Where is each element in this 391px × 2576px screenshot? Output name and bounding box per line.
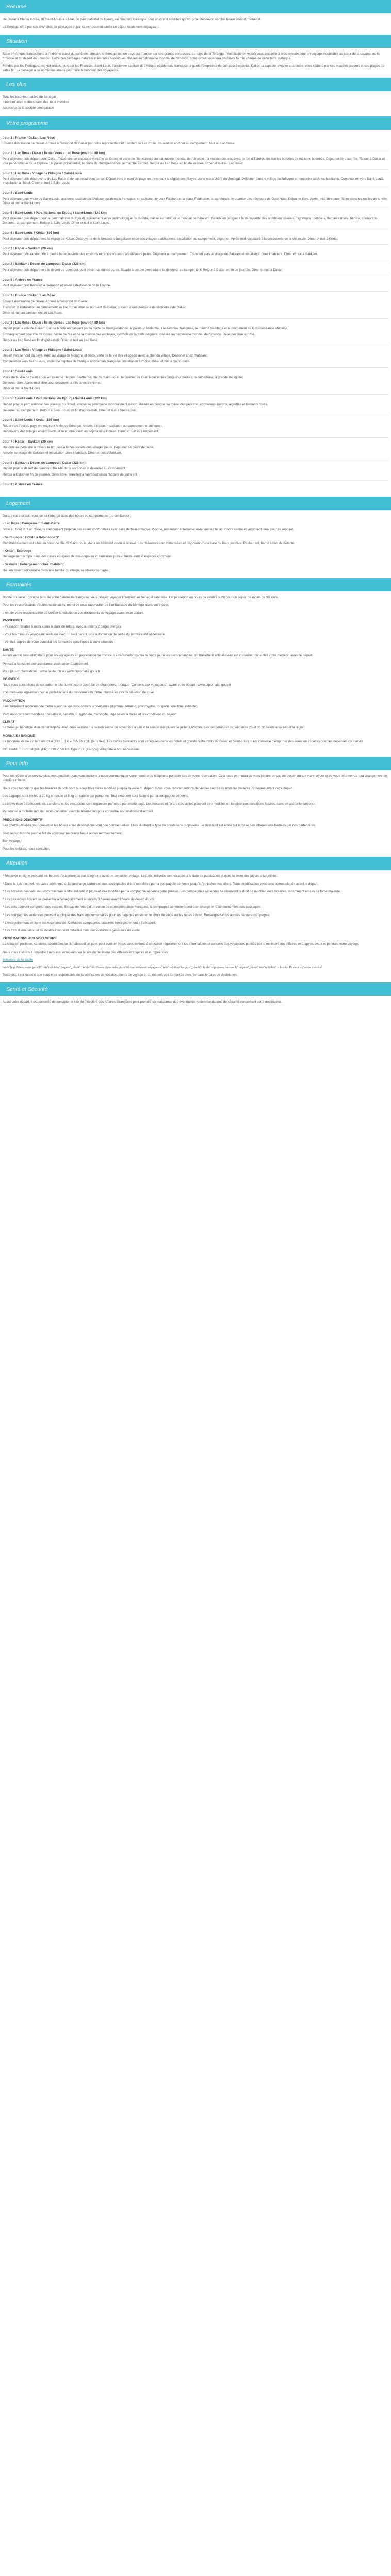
section-title-infos: Pour info xyxy=(6,760,28,767)
programme-day-body xyxy=(3,251,388,260)
programme-day-body xyxy=(3,487,388,492)
programme-day-title: Jour 9 : Arrivée en France xyxy=(3,482,43,486)
section-banner-resume xyxy=(0,0,391,13)
situation-paragraph: Situé en Afrique francophone à l'extrême ouest du continent africain, le Sénégal est un pays qui marque par ses grands contrastes. Le pays de la Teranga (l'hospitalité en wolof) vous accueille à bras ouverts pour un voyage inoubliable au cœur de la savane, de la brousse et du désert du Lompoul. Entre ces paysages naturels et les sites historiques classés au patrimoine mondial de l'Unesco, notre circuit vous fera découvrir tout le charme de cette terre d'Afrique. xyxy=(3,52,380,60)
subsection-title: CLIMAT xyxy=(3,720,15,724)
attention-info-paragraph: La situation politique, sanitaire, sécuritaire ou climatique d'un pays peut évoluer. Nous vous invitons à consulter régulièrement les informations et conseils aux voyageurs publiés par le ministère des Affaires étrangères avant et pendant votre voyage. xyxy=(3,942,359,946)
programme-day-paragraph: Départ pour le parc national des oiseaux du Djoudj, classé au patrimoine mondial de l'Unesco. Balade en pirogue au milieu des pélicans, cormorans, hérons, aigrettes et flamants roses. xyxy=(3,402,268,406)
programme-day-body xyxy=(3,156,388,168)
programme-day-body xyxy=(3,352,388,367)
programme-day-paragraph: Découverte des villages environnants et rencontre avec les populations locales. Dîner et nuit au campement. xyxy=(3,430,159,434)
programme-day-body xyxy=(3,465,388,480)
infos-paragraph: Pour bénéficier d'un service plus personnalisé, nous vous invitons à nous communiquer votre numéro de téléphone portable lors de votre réservation. Cela nous permettra de vous joindre en cas de besoin durant votre séjour et de vous informer de tout changement de dernière minute. xyxy=(3,774,387,783)
programme-day-paragraph: Visite de la ville de Saint-Louis en calèche : le pont Faidherbe, l'île de Saint-Louis, le quartier de Guet Ndar et ses pirogues colorées, la cathédrale, la grande mosquée. xyxy=(3,375,243,379)
logement-label: - Saint-Louis : Hôtel La Résidence 3* xyxy=(3,535,59,539)
programme-day xyxy=(3,134,388,149)
programme-day-title: Jour 5 : Saint-Louis / Parc National du Djoudj / Saint-Louis (120 km) xyxy=(3,211,107,215)
subsection-paragraph: - Vérifiez auprès de votre consulat les formalités spécifiques à votre situation. xyxy=(3,640,114,645)
programme-day-title: Jour 9 : Arrivée en France xyxy=(3,278,43,282)
situation-paragraph: Fondée par les Portugais, les Hollandais, puis par les Français, Saint-Louis, l'ancienne capitale de l'Afrique occidentale française, a gardé l'empreinte de son passé colonial. Dakar, la capitale, vivante et animée, vous séduira par ses marchés colorés et ses plages de sable fin. Le Sénégal a de nombreux atouts pour faire le bonheur des voyageurs. xyxy=(3,64,385,73)
programme-day xyxy=(3,480,388,492)
programme-day-title: Jour 6 : Saint-Louis / Kédar (195 km) xyxy=(3,231,59,235)
resume-section xyxy=(0,13,391,35)
programme-day-paragraph: Continuation vers Saint-Louis, ancienne capitale de l'Afrique occidentale française. Installation à l'hôtel. Dîner et nuit à Saint-Louis. xyxy=(3,360,190,364)
attention-paragraph: * Les vols peuvent comporter des escales. En cas de retard d'un vol ou de correspondance manquée, la compagnie aérienne prendra en charge le réacheminement des passagers. xyxy=(3,905,262,909)
programme-day-body xyxy=(3,215,388,228)
programme-day xyxy=(3,346,388,367)
programme-day xyxy=(3,169,388,189)
infos-paragraph: Les bagages sont limités à 20 kg en soute et 5 kg en cabine par personne. Tout excédent sera facturé par la compagnie aérienne. xyxy=(3,794,189,798)
programme-day-paragraph: Départ pour la ville de Dakar. Tour de la ville en passant par la place de l'Indépendance, le palais Présidentiel, l'Assemblée Nationale, le marché Sandaga et le monument de la Renaissance africaine. xyxy=(3,327,288,331)
programme-day-paragraph: Départ pour le désert de Lompoul. Balade dans les dunes et déjeuner au campement. xyxy=(3,467,126,471)
plus-item: Approche de la société sénégalaise xyxy=(3,106,54,110)
programme-day-paragraph: Retour au Lac Rose en fin d'après-midi. Dîner et nuit au Lac Rose. xyxy=(3,338,99,342)
subsection-paragraph: Inscrivez-vous également sur le portail Ariane du ministère afin d'être informé en cas de situation de crise. xyxy=(3,691,155,695)
attention-paragraph: * Les frais d'annulation et de modification sont détaillés dans nos conditions générales de vente. xyxy=(3,928,141,933)
programme-day-paragraph: Petit déjeuner puis randonnée à pied à la découverte des environs et rencontre avec les éleveurs peuls. Déjeuner au campement. Transfert vers le village de Sakkam et installation chez l'habitant. Dîner et nuit à Sakkam. xyxy=(3,252,318,257)
plus-section xyxy=(0,91,391,116)
programme-day-title: Jour 6 : Saint-Louis / Kédar (195 km) xyxy=(3,418,59,422)
programme-day-body xyxy=(3,444,388,459)
attention-paragraph: * Les passagers doivent se présenter à l'enregistrement au moins 3 heures avant l'heure de départ du vol. xyxy=(3,897,155,902)
subsection-paragraph: Le Sénégal bénéficie d'un climat tropical avec deux saisons : la saison sèche de novembre à juin et la saison des pluies de juillet à octobre. Les températures varient entre 25 et 35 °C selon la saison et la région. xyxy=(3,726,306,730)
health-ministry-link[interactable]: Ministère de la Santé xyxy=(3,958,34,962)
programme-day-body xyxy=(3,140,388,149)
programme-day-paragraph: Déjeuner au campement. Retour à Saint-Louis en fin d'après-midi. Dîner et nuit à Saint-Louis. xyxy=(3,408,137,412)
subsection-paragraph: COURANT ÉLECTRIQUE (FR) : 230 V, 50 Hz. Type C, E (Europe). Adaptateur non nécessaire. xyxy=(3,748,140,752)
section-title-programme: Votre programme xyxy=(6,120,48,126)
programme-day-body xyxy=(3,401,388,416)
situation-section xyxy=(0,48,391,78)
attention-paragraph: * Réserver en ligne pendant les heures d'ouverture ou par téléphone avec un conseiller voyage. Les prix indiqués sont valables à la date de publication et dans la limite des places disponibles. xyxy=(3,874,278,878)
programme-day-title: Jour 7 : Kédar – Sakkam (20 km) xyxy=(3,247,53,251)
attention-paragraph: * Les horaires des vols sont communiqués à titre indicatif et peuvent être modifiés par la compagnie aérienne sans préavis. Les compagnies aériennes se réservent le droit de modifier leurs horaires, notamment en cas de force majeure. xyxy=(3,889,341,893)
attention-subhead: INFORMATIONS AUX VOYAGEURS xyxy=(3,937,57,941)
formalites-section xyxy=(0,591,391,757)
section-banner-formalites xyxy=(0,578,391,591)
logement-section xyxy=(0,510,391,578)
programme-day xyxy=(3,189,388,209)
programme-day-title: Jour 2 : France / Dakar / Lac Rose xyxy=(3,294,55,298)
formalites-paragraph: Bonne nouvelle : Compte tenu de votre nationalité française, vous pouvez voyager librement au Sénégal sans visa. Un passeport en cours de validité suffit pour un séjour de moins de 90 jours. xyxy=(3,595,279,599)
subsection-title: SANTÉ xyxy=(3,648,14,652)
programme-day xyxy=(3,416,388,437)
subsection-paragraph: Aucun vaccin n'est obligatoire pour les voyageurs en provenance de France. La vaccination contre la fièvre jaune est recommandée. Un traitement antipaludéen est conseillé : consultez votre médecin avant le départ. xyxy=(3,654,313,658)
programme-day-paragraph: Petit déjeuner puis découverte du Lac Rose et de ses récolteurs de sel. Départ vers le nord du pays en traversant la région des Niayes, zone maraîchère du Sénégal. Déjeuner dans le village de Ndiagne et rencontre avec les habitants. Continuation vers Saint-Louis. Installation à l'hôtel. Dîner et nuit à Saint-Louis. xyxy=(3,177,384,185)
programme-day xyxy=(3,394,388,416)
programme-day-title: Jour 3 : Lac Rose / Village de Ndiagne / Saint-Louis xyxy=(3,348,82,352)
programme-day-title: Jour 8 : Sakkam / Désert de Lompoul / Dakar (228 km) xyxy=(3,262,86,266)
programme-day-paragraph: Petit déjeuner puis départ pour Dakar. Traversée en chaloupe vers l'île de Gorée et visite de l'île, classée au patrimoine mondial de l'Unesco : la maison des esclaves, le fort d'Estrées, les ruelles bordées de maisons colorées. Déjeuner libre sur l'île. Retour à Dakar et tour panoramique de la capitale : le palais présidentiel, la place de l'Indépendance, le marché Kermel. Retour au Lac Rose en fin de journée. Dîner et nuit au Lac Rose. xyxy=(3,157,385,165)
programme-day xyxy=(3,149,388,169)
section-title-formalites: Formalités xyxy=(6,581,32,588)
programme-day-body xyxy=(3,422,388,437)
formalites-paragraph: Il est de votre responsabilité de vérifier la validité de vos documents de voyage avant votre départ. xyxy=(3,611,144,615)
programme-day-paragraph: Petit déjeuner puis départ pour le parc national du Djoudj, troisième réserve ornithologique du monde, classé au patrimoine mondial de l'Unesco. Balade en pirogue à la découverte des nombreux oiseaux migrateurs : pélicans, flamants roses, hérons, cormorans. Déjeuner au campement. Retour à Saint-Louis. Dîner et nuit à Saint-Louis. xyxy=(3,217,378,225)
programme-day-body xyxy=(3,282,388,291)
attention-paragraph: * L'enregistrement en ligne est recommandé. Certaines compagnies facturent l'enregistrement à l'aéroport. xyxy=(3,921,156,925)
programme-day xyxy=(3,260,388,275)
attention-paragraph: * Les compagnies aériennes peuvent appliquer des frais supplémentaires pour les bagages en soute, le choix du siège ou les repas à bord. Renseignez-vous auprès de votre compagnie. xyxy=(3,913,270,917)
programme-day-body xyxy=(3,374,388,395)
programme-day-paragraph: Dîner et nuit au campement au Lac Rose. xyxy=(3,311,63,315)
programme-day-title: Jour 3 : Lac Rose / Village de Ndiagne / Saint-Louis xyxy=(3,171,82,175)
section-title-attention: Attention xyxy=(6,860,28,867)
subsection-paragraph: Pour les enfants, nous consulter. xyxy=(3,847,50,851)
logement-label: - Kédar : Écolodge xyxy=(3,549,31,553)
attention-section xyxy=(0,870,391,983)
sante-text: Avant votre départ, il est conseillé de consulter le site du ministère des Affaires étrangères pour prendre connaissance des éventuelles recommandations de sécurité concernant votre destination. xyxy=(3,1000,282,1004)
logement-label: - Sakkam : Hébergement chez l'habitant xyxy=(3,563,64,567)
programme-day-paragraph: Petit déjeuner puis visite de Saint-Louis, ancienne capitale de l'Afrique occidentale française, en calèche : le pont Faidherbe, la place Faidherbe, la cathédrale, le quartier des pêcheurs de Guet Ndar. Déjeuner libre. Après-midi libre pour flâner dans les ruelles de la ville. Dîner et nuit à Saint-Louis. xyxy=(3,197,388,205)
infos-paragraph: Personnes à mobilité réduite : nous consulter avant la réservation pour connaître les conditions d'accueil. xyxy=(3,810,154,814)
sante-section xyxy=(0,996,391,1009)
programme-day-paragraph: Petit déjeuner puis départ vers la région de Kédar. Découverte de la brousse sénégalaise et de ses villages traditionnels. Installation au campement, déjeuner. Après-midi consacré à la découverte de la vie locale. Dîner et nuit à Kédar. xyxy=(3,236,339,241)
formalites-subsections xyxy=(3,619,388,752)
programme-day-title: Jour 2 : Lac Rose / Dakar / Île de Gorée / Lac Rose (environ 80 km) xyxy=(3,321,105,325)
logement-intro: Durant votre circuit, vous serez hébergé dans des hôtels ou campements (ou similaires) : xyxy=(3,514,131,518)
subsection-paragraph: Nous vous conseillons de consulter le site du ministère des Affaires étrangères, rubrique "Conseils aux voyageurs", avant votre départ : www.diplomatie.gouv.fr xyxy=(3,683,231,687)
programme-day xyxy=(3,367,388,395)
plus-item: Tous les incontournables du Sénégal xyxy=(3,95,56,99)
attention-closing: Toutefois, il est rappelé que vous êtes responsable de la vérification de vos documents de voyage et du respect des formalités d'entrée dans le pays de destination. xyxy=(3,973,238,977)
section-title-situation: Situation xyxy=(6,38,27,45)
programme-day-body xyxy=(3,176,388,189)
subsection-title: MONNAIE / BANQUE xyxy=(3,734,35,738)
programme-day-paragraph: Déjeuner libre. Après-midi libre pour découvrir la ville à votre rythme. xyxy=(3,381,102,385)
section-banner-plus xyxy=(0,78,391,91)
subsection-paragraph: La monnaie locale est le franc CFA (XOF). 1 € = 655,96 XOF (taux fixe). Les cartes bancaires sont acceptées dans les hôtels et grands restaurants de Dakar et Saint-Louis. Il est conseillé d'emporter des euros en espèces pour les dépenses courantes. xyxy=(3,739,364,743)
programme-section xyxy=(0,130,391,497)
page xyxy=(0,0,391,1009)
formalites-paragraph: Pour les ressortissants d'autres nationalités, merci de vous rapprocher de l'ambassade du Sénégal dans votre pays. xyxy=(3,603,170,607)
programme-day-body xyxy=(3,267,388,276)
programme-day xyxy=(3,318,388,346)
programme-day-paragraph: Envol à destination de Dakar. Accueil à l'aéroport de Dakar. xyxy=(3,299,88,303)
programme-day-body xyxy=(3,235,388,244)
subsection-paragraph: Il est fortement recommandé d'être à jour de vos vaccinations universelles (diphtérie, tétanos, poliomyélite, rougeole, oreillons, rubéole). xyxy=(3,704,198,708)
resume-paragraph: De Dakar à l'île de Gorée, de Saint-Louis à Kédar, du parc national de Djoudj, un itinéraire classique pour un circuit équilibré qui vous fait découvrir les plus beaux sites du Sénégal. xyxy=(3,18,262,21)
programme-day-title: Jour 4 : Saint-Louis xyxy=(3,369,33,374)
section-banner-logement xyxy=(0,497,391,510)
subsection-title: CONSEILS xyxy=(3,677,20,682)
subsection-title: PRÉCISIONS DESCRIPTIF xyxy=(3,818,43,822)
section-title-logement: Logement xyxy=(6,500,30,506)
programme-day-title: Jour 5 : Saint-Louis / Parc National du Djoudj / Saint-Louis (120 km) xyxy=(3,397,107,401)
programme-day xyxy=(3,437,388,459)
resume-paragraph: Le Sénégal offre par ses diversités de paysages et par sa richesse culturelle un séjour totalement dépaysant. xyxy=(3,25,160,29)
logement-text: Nuit en case traditionnelle dans une famille du village, sanitaires partagés. xyxy=(3,568,109,572)
subsection-paragraph: Les photos utilisées pour présenter les hôtels et les destinations sont non contractuelles. Elles illustrent le type de prestations proposées. Le descriptif est établi sur la base des informations fournies par nos partenaires. xyxy=(3,823,316,827)
plus-item: Itinéraire avec nuitées dans des lieux insolites xyxy=(3,100,69,105)
programme-day-title: Jour 4 : Saint-Louis xyxy=(3,191,33,195)
programme-day-body xyxy=(3,196,388,209)
programme-day-title: Jour 1 : France / Dakar / Lac Rose xyxy=(3,135,55,140)
subsection-title: VACCINATION xyxy=(3,699,25,703)
infos-paragraph: Nous vous rappelons que les horaires de vols sont susceptibles d'être modifiés jusqu'à la veille du départ. Nous vous recommandons de vérifier auprès de nous les horaires 72 heures avant votre départ. xyxy=(3,786,294,790)
section-title-resume: Résumé xyxy=(6,3,27,10)
logement-text: Cet établissement est situé au cœur de l'île de Saint-Louis, dans un bâtiment colonial rénové. Les chambres sont climatisées et disposent d'une salle de bain privative. Restaurant, bar et salon de détente. xyxy=(3,541,295,545)
programme-day-title: Jour 8 : Sakkam / Désert de Lompoul / Dakar (228 km) xyxy=(3,461,86,465)
programme-day-paragraph: Embarquement pour l'île de Gorée. Visite de l'île et de la maison des esclaves, symbole de la traite négrière, classée au patrimoine mondial de l'Unesco. Déjeuner libre sur l'île. xyxy=(3,332,255,336)
subsection-paragraph: Bon voyage ! xyxy=(3,839,22,843)
programme-day xyxy=(3,229,388,244)
subsection-paragraph: Pour plus d'informations : www.pasteur.fr ou www.diplomatie.gouv.fr xyxy=(3,669,100,673)
logement-text: Hébergement simple dans des cases équipées de moustiquaire et sanitaires privés. Restaurant et espaces communs. xyxy=(3,555,173,559)
programme-day-paragraph: Retour à Dakar en fin de journée. Dîner libre. Transfert à l'aéroport selon l'horaire de votre vol. xyxy=(3,472,138,477)
programme-day-title: Jour 2 : Lac Rose / Dakar / Île de Gorée / Lac Rose (environ 80 km) xyxy=(3,151,105,156)
programme-day xyxy=(3,291,388,318)
logement-text: Situé au bord du Lac Rose, le campement propose des cases confortables avec salle de bain privative. Piscine, restaurant et terrasse avec vue sur le lac. Cadre calme et verdoyant idéal pour se reposer. xyxy=(3,528,294,532)
logement-label: - Lac Rose : Campement Saint-Pierre xyxy=(3,522,60,526)
programme-day-paragraph: Petit déjeuner puis départ vers le désert de Lompoul, petit désert de dunes ocres. Balade à dos de dromadaire et déjeuner au campement. Retour à Dakar en fin de journée. Dîner et nuit à Dakar. xyxy=(3,268,283,272)
section-banner-programme xyxy=(0,116,391,130)
infos-section xyxy=(0,770,391,856)
programme-day-body xyxy=(3,298,388,319)
section-banner-situation xyxy=(0,35,391,48)
section-title-sante: Santé et Sécurité xyxy=(6,986,48,993)
programme-day-paragraph: Transfert et installation au campement au Lac Rose situé au nord-est de Dakar, présent à une trentaine de kilomètres de Dakar. xyxy=(3,305,186,309)
programme-day-body xyxy=(3,325,388,346)
programme-day xyxy=(3,244,388,260)
programme-day-paragraph: Petit déjeuner puis transfert à l'aéroport et envol à destination de la France. xyxy=(3,284,111,288)
subsection-paragraph: - Passeport valable 6 mois après la date de retour, avec au moins 2 pages vierges. xyxy=(3,624,122,629)
programme-day xyxy=(3,276,388,291)
programme-day xyxy=(3,459,388,480)
subsection-paragraph: Vaccinations recommandées : hépatite A, hépatite B, typhoïde, méningite, rage selon la durée et les conditions du séjour. xyxy=(3,713,177,717)
programme-day-paragraph: Envol à destination de Dakar. Accueil à l'aéroport de Dakar par notre représentant et transfert au Lac Rose. Installation et dîner au campement. Nuit au Lac Rose. xyxy=(3,142,235,146)
programme-day-title: Jour 7 : Kédar – Sakkam (20 km) xyxy=(3,439,53,444)
section-banner-attention xyxy=(0,857,391,870)
subsection-paragraph: - Pour les mineurs voyageant seuls ou avec un seul parent, une autorisation de sortie du territoire est nécessaire. xyxy=(3,632,166,636)
infos-subsections xyxy=(3,818,388,852)
section-banner-sante xyxy=(0,982,391,996)
attention-paragraph: * Dans le cas d'un vol, les taxes aériennes et la surcharge carburant sont susceptibles d'être modifiées par la compagnie aérienne jusqu'à l'émission des billets. Toute modification vous sera communiquée avant le départ. xyxy=(3,882,319,886)
section-title-plus: Les plus xyxy=(6,81,27,88)
programme-day xyxy=(3,209,388,229)
programme-day-paragraph: Arrivée au village de Sakkam et installation chez l'habitant. Dîner et nuit à Sakkam. xyxy=(3,451,122,455)
subsection-paragraph: Pensez à souscrire une assurance assistance rapatriement. xyxy=(3,662,89,666)
subsection-paragraph: Tout séjour écourté pour le fait du voyageur ne donne lieu à aucun remboursement. xyxy=(3,831,123,835)
infos-paragraph: La conversion à l'aéroport, les transferts et les excursions sont organisés par notre partenaire local. Les horaires et l'ordre des visites peuvent être modifiés en fonction des conditions locales, sans en altérer le contenu. xyxy=(3,802,315,806)
section-banner-infos xyxy=(0,757,391,770)
programme-day-paragraph: Route vers l'est du pays en longeant le fleuve Sénégal. Arrivée à Kédar. Installation au campement et déjeuner. xyxy=(3,424,162,428)
subsection-title: PASSEPORT xyxy=(3,619,23,623)
programme-day-paragraph: Dîner et nuit à Saint-Louis. xyxy=(3,387,41,391)
programme-day-paragraph: Départ vers le nord du pays. Arrêt au village de Ndiagne et découverte de la vie des villageois avec le chef du village. Déjeuner chez l'habitant. xyxy=(3,354,208,358)
programme-day-paragraph: Randonnée pédestre à travers la brousse à la découverte des villages peuls. Déjeuner en cours de route. xyxy=(3,445,154,449)
attention-info-paragraph: Nous vous invitons à consulter l'avis aux voyageurs sur le site du ministère des Affaires étrangères et européennes. xyxy=(3,950,169,954)
link-code-text: href="http://www.sante.gouv.fr" rel="nofollow" target="_blank" | href="http://www.diplomatie.gouv.fr/fr/conseils-aux-voyageurs" rel="nofollow" target="_blank" | href="http://www.pasteur.fr" target="_blank" rel="nofollow" – Institut Pasteur – Centre médical xyxy=(3,965,322,969)
